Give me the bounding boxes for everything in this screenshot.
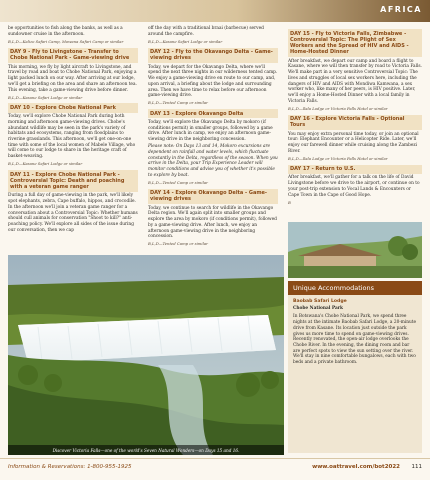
unique-heading: Unique Accommodations [288, 281, 422, 295]
lodge-photo [288, 222, 422, 278]
day-title: DAY 15 - Fly to Victoria Falls, Zimbabwe - Controversial Topic: The Plight of Sex Workers and the Spread of HIV and AIDS - Home-Hosted Dinner [288, 29, 422, 57]
meals: B,L,D—Ilala Lodge or Victoria Falls Hotel or similar [288, 155, 388, 161]
para: After breakfast, we depart our camp and board a flight to Kasane, where we will then transfer by road to Victoria Falls. We'll make part in a very sensitive Controversial Topic: The lives and struggles of local sex workers here, including the dangers of HIV and AIDS with Mondiwa Kamwana, a sex worker who, like many of her peers, is HIV positive. Later, we'll enjoy a Home-Hosted Dinner with a local family in Victoria Falls. [288, 58, 422, 104]
para: Today, we'll explore Chobe National Park during both morning and afternoon game-viewing drives. Chobe's abundant wildlife may be seen in the park's variety of habitats and ecosystems, ranging from floodplains to riverine grasslands. This afternoon, we'll get one-on-one time with some of the local women of Mabele Village, who will come to our lodge to share in the heritage craft of basket-weaving. [8, 114, 136, 160]
waterfall-illustration [8, 255, 284, 455]
victoria-falls-photo [8, 255, 284, 455]
meals: B,L,D—Kasane Safari Lodge or similar [8, 161, 83, 167]
lodge-location: Chobe National Park [293, 305, 344, 311]
header-band [0, 0, 430, 22]
para: be opportunities to fish along the banks, as well as a sundowner cruise in the afternoon. [8, 26, 123, 37]
para: Today, we'll explore the Okavango Delta by mokoro (if conditions permit) in smaller groups, followed by a game drive. After lunch in camp, we enjoy an afternoon game-viewing drive in the neighboring concession. [148, 119, 273, 143]
day-title: DAY 12 - Fly to the Okavango Delta - Game-viewing drives [148, 48, 278, 64]
reservations-info: Information & Reservations: 1-800-955-1925 [8, 464, 132, 470]
meals: B,L,D—Kasane Safari Lodge or similar [8, 94, 83, 100]
para: Today, we depart for the Okavango Delta, where we'll spend the next three nights in our wilderness tented camp. We enjoy a game-viewing drive en route to our camp, and, upon arrival, a briefing about the lodge and surrounding area. Then we have time to relax before our afternoon game-viewing drive. [148, 64, 278, 99]
unique-body [288, 295, 422, 370]
para: During a full day of game-viewing in the park, we'll likely spot elephants, zebra, Cape buffalo, hippos, and crocodile. In the afternoon we'll join a veteran game ranger for a conversation about a Controversial Topic: Whether humans should cull animals for conservation "Shoot to kill?" anti-poaching policy. We'll explore all sides of the issue during our conversation, then we cap [8, 193, 138, 233]
day-title: DAY 9 - Fly to Livingstone - Transfer to Chobe National Park - Game-viewing drive [8, 48, 138, 64]
lodge-illustration [288, 222, 422, 278]
para: This morning, we fly by light aircraft to Livingstone, and travel by road and boat to Chobe National Park, enjoying a light packed lunch on our way. After arriving at our lodge, we'll get a briefing on the area and share an afternoon tea. This evening, take a game-viewing drive before dinner. [8, 64, 137, 93]
page-number: 111 [411, 464, 422, 470]
footer [0, 458, 430, 480]
meals: B [288, 199, 291, 205]
region-label: AFRICA [380, 5, 422, 14]
meals: B,L,D—Ilala Lodge or Victoria Falls Hotel or similar [288, 105, 388, 111]
itinerary-column-1 [8, 26, 138, 235]
para: off the day with a traditional braai (barbecue) served around the campfire. [148, 26, 264, 37]
day-title: DAY 13 - Explore Okavango Delta [148, 109, 278, 118]
day-title: DAY 11 - Explore Chobe National Park - Controversial Topic: Death and poaching with a veteran game ranger [8, 170, 138, 192]
itinerary-column-3 [288, 26, 422, 207]
lodge-description: In Botswana's Chobe National Park, we spend three nights at the intimate Baobab Safari Lodge, a 20-minute drive from Kasane. Its location just outside the park gives us more time to spend on game-viewing drives. Recently renovated, the open-air lodge overlooks the Chobe River. In the evening, the dining room and bar are perfect spots to view the sun setting over the river. We'll stay in nine comfortable bungalows, each with two beds and a private bathroom. [293, 314, 417, 366]
day-title: DAY 10 - Explore Chobe National Park [8, 103, 138, 112]
day-title: DAY 17 - Return to U.S. [288, 165, 422, 174]
photo-caption: Discover Victoria Falls—one of the world's Seven Natural Wonders—on Days 15 and 16. [52, 448, 240, 453]
meals: B,L,D—Tented Camp or similar [148, 100, 208, 106]
para: After breakfast, we'll gather for a talk on the life of David Livingstone before we drive to the airport, or continue on to your post-trip extension to Vocal Lands & Encounters or Cape Town in the Cape of Good Hope. [288, 175, 420, 198]
meals: B,L,D—Kasane Safari Lodge or similar [148, 38, 223, 44]
meals: B,L,D—Tented Camp or similar [148, 241, 208, 247]
meals: B,L,D—Tented Camp or similar [148, 179, 208, 185]
meals: B,L,D—Kalizo Safari Camp, Mowana Safari Camp or similar [8, 38, 124, 44]
day-title: DAY 14 - Explore Okavango Delta - Game-viewing drives [148, 189, 278, 205]
unique-accommodations-box [288, 281, 422, 453]
lodge-name: Baobab Safari Lodge [293, 299, 347, 304]
day-title: DAY 16 - Explore Victoria Falls - Optional Tours [288, 115, 422, 131]
itinerary-column-2 [148, 26, 278, 249]
note-para: Please note: On Days 13 and 14, Mokoro excursions are dependent on rainfall and water levels, which fluctuate constantly in the Delta, regardless of the season. When you arrive in the Delta, your Trip Experience Leader will monitor conditions and advise you of whether it's possible to explore by boat. [148, 144, 278, 178]
para: You may enjoy extra personal time today, or join an optional tour: Elephant Encounter or a Helicopter Ride. Later, we'll enjoy our farewell dinner while cruising along the Zambezi River. [288, 131, 419, 154]
website-link[interactable]: www.oattravel.com/bot2022 [312, 464, 400, 470]
para: Today, we continue to search for wildlife in the Okavango Delta region. We'll again split into smaller groups and explore the area by mokoro (if conditions permit), followed by a game-viewing drive. After lunch, we enjoy an afternoon game-viewing drive in the neighboring concession. [148, 205, 277, 240]
